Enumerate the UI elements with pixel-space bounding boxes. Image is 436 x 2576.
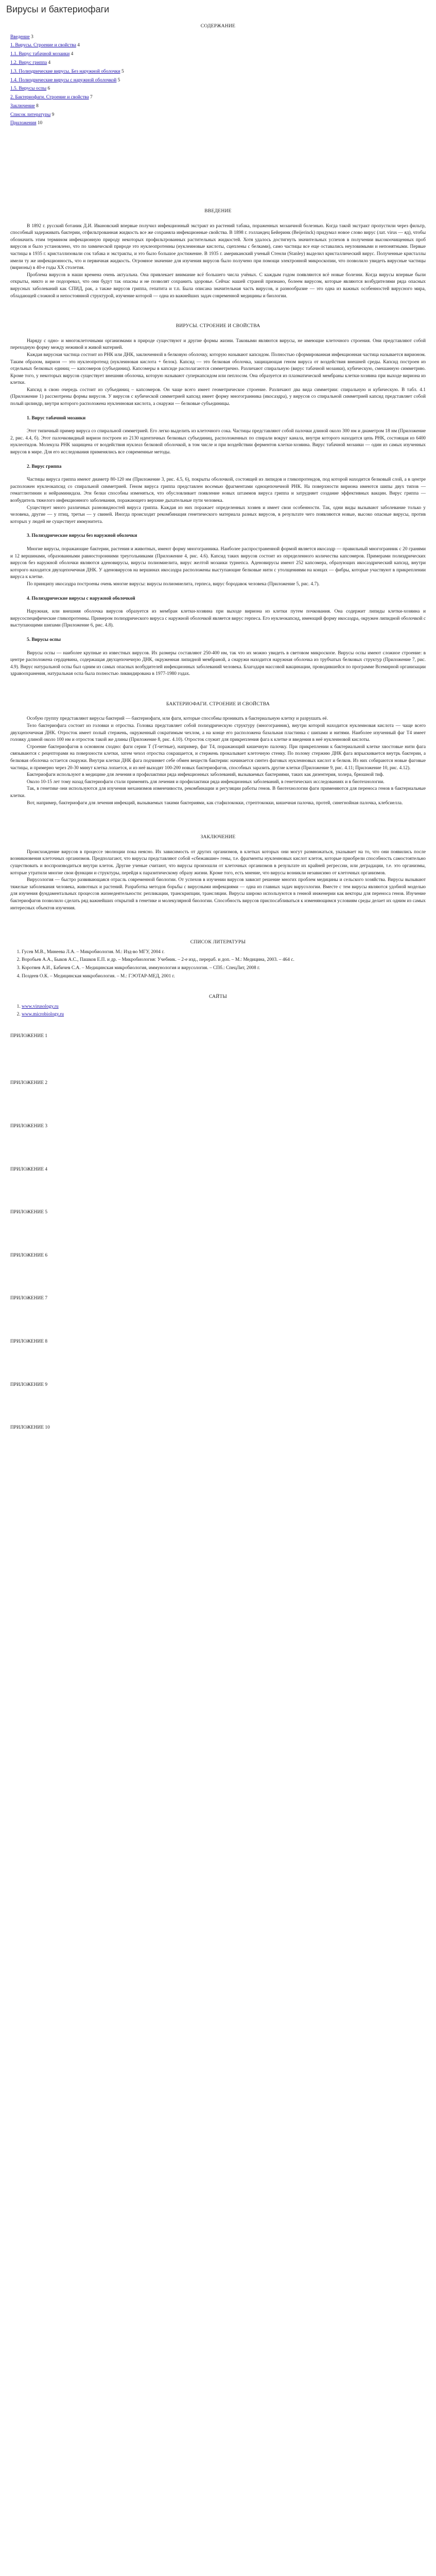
intro-body <box>10 223 426 300</box>
toc-link[interactable]: Приложения <box>10 121 37 126</box>
section-tmv-body <box>10 428 426 456</box>
toc-link[interactable]: 1.2. Вирус гриппа <box>10 60 47 65</box>
section-enveloped-heading: 4. Полиэдрические вирусы с наружной оболочкой <box>27 596 135 601</box>
document-title: Вирусы и бактериофаги <box>6 4 110 14</box>
appendix-heading: ПРИЛОЖЕНИЕ 7 <box>10 1296 48 1301</box>
section-viruses <box>10 323 426 408</box>
references-heading: СПИСОК ЛИТЕРАТУРЫ <box>190 939 246 945</box>
section-enveloped-body <box>10 608 426 630</box>
reference-item: 4. Поздеев О.К. – Медицинская микробиология. – М.: ГЭОТАР-МЕД, 2001 г. <box>22 973 426 980</box>
toc-list <box>10 34 426 127</box>
toc-link[interactable]: 1. Вирусы. Строение и свойства <box>10 43 76 48</box>
appendices-section <box>10 1033 426 1432</box>
paragraph: Проблема вирусов в наши времена очень актуальна. Она привлекает внимание всё большего числа учёных. С каждым годом появляются всё новые болезни. Когда вирусы впервые были открыты, никто и не подозревал, что они будут так опасны и не позволят сохранить здоровье. Сейчас нашей страной признано, болеем вирусом, которые являются возбудителями ряда опасных вирусных заболеваний как СПИД, рак, а также вирусов гриппа, гепатита и т.п. Была описана значительная часть вирусов, и разнообразие — это одна из важных особенностей вирусного мира, обладающей сложной и непостоянной структурой, изучение которой — одна из важнейших задач современной медицины и биологии. <box>10 272 426 299</box>
section-phages <box>10 701 426 807</box>
paragraph: Бактериофаги используют в медицине для лечения и профилактики ряда инфекционных заболеваний, вызываемых бактериями, таких как дизентерия, холера, брюшной тиф. <box>27 772 384 778</box>
section-flu-body <box>10 477 426 526</box>
section-phages-body <box>10 716 426 807</box>
section-pox <box>10 637 426 678</box>
appendix-heading: ПРИЛОЖЕНИЕ 2 <box>10 1080 48 1086</box>
paragraph: Особую группу представляют вирусы бактерий — бактериофаги, или фаги, которые способны проникать в бактериальную клетку и разрушать её. <box>27 716 328 722</box>
paragraph: Тело бактериофага состоит из головки и отростка. Головка представляет собой полиэдрическую структуру (многогранник), внутри которой находится нуклеиновая кислота — чаще всего двухцепочечная ДНК. Отросток имеет полый стержень, окруженный сократимым чехлом, а на конце его расположена базальная пластинка с шипами и нитями. Наиболее изученный фаг T4 имеет головку длиной около 100 нм и отросток такой же длины (Приложение 8, рис. 4.10). Отросток служит для прикрепления фага к клетке и введения в неё нуклеиновой кислоты. <box>10 723 426 743</box>
toc-item <box>10 77 426 84</box>
toc-item <box>10 51 426 58</box>
toc-page-number: 10 <box>37 121 43 126</box>
paragraph: В 1892 г. русский ботаник Д.И. Ивановский впервые получил инфекционный экстракт из растений табака, пораженных мозаичной болезнью. Когда такой экстракт пропустили через фильтр, способный задерживать бактерии, отфильтрованная жидкость все же сохраняла инфекционные свойства. В 1898 г. голландец Бейеринк (Beijerinck) придумал новое слово вирус (лат. virus — яд), чтобы обозначить этим термином инфекционную природу некоторых профильтрованных растительных жидкостей. Хотя удалось достигнуть значительных успехов в получении высокоочищенных проб вирусов и было установлено, что по химической природе это нуклеопротеины (нуклеиновые кислоты, сцеплены с белками), само частицы все еще оставались неуловимыми и непонятными. Первые частицы в 1935 г. кристаллизовали сок табака и экстракты, и это было большое достижение. В 1935 г. американский ученый Стенли (Stanley) выделил кристаллический вирус. Полученные кристаллы имели ту же инфекционность, что и первичная жидкость. Огромное значение для изучения вирусов было получено при помощи электронной микроскопии, что позволило увидеть вирусные частицы (вирионы) в 40-е годы XX столетия. <box>10 223 426 271</box>
section-pox-heading: 5. Вирусы оспы <box>27 637 61 642</box>
toc-link[interactable]: 1.3. Полиэдрические вирусы. Без наружной оболочки <box>10 69 120 74</box>
paragraph: Вирусы оспы — наиболее крупные из известных вирусов. Их размеры составляют 250-400 нм, так что их можно увидеть в световом микроскопе. Вирусы оспы имеют сложное строение: в центре расположена сердцевина, содержащая двухцепочечную ДНК, окруженная липидной мембраной, а снаружи находится наружная оболочка из трубчатых белковых структур (Приложение 7, рис. 4.9). Вирус натуральной оспы был одним из самых опасных возбудителей инфекционных заболеваний человека. Благодаря массовой вакцинации, проводившейся по программе Всемирной организации здравоохранения, натуральная оспа была полностью ликвидирована в 1977-1980 годах. <box>10 650 426 677</box>
sites-list <box>10 1004 426 1019</box>
conclusion-heading: ЗАКЛЮЧЕНИЕ <box>200 834 236 840</box>
toc-item <box>10 103 426 110</box>
section-tmv-heading: 1. Вирус табачной мозаики <box>27 415 86 421</box>
toc-item <box>10 42 426 49</box>
section-flu-heading: 2. Вирус гриппа <box>27 464 62 469</box>
section-flu <box>10 464 426 526</box>
paragraph: По принципу икосаэдра построены очень многие вирусы: вирусы полиомиелита, герпеса, вирус бородавок человека (Приложение 5, рис. 4.7). <box>27 581 320 587</box>
reference-item: 3. Коротяев А.И., Бабичев С.А. – Медицинская микробиология, иммунология и вирусология. – СПб.: СпецЛит, 2008 г. <box>22 965 426 972</box>
toc-item <box>10 86 426 93</box>
paragraph: Этот типичный пример вируса со спиральной симметрией. Его легко выделить из клеточного сока. Частицы представляют собой палочки длиной около 300 нм и диаметром 18 нм (Приложение 2, рис. 4.4, б). Этот палочковидный вирион построен из 2130 идентичных белковых субъединиц, расположенных по спирали вокруг канала, внутри которого находится цепь РНК, состоящая из 6400 нуклеотидов. Молекула РНК защищена от воздействия нуклеаз белковой оболочкой, в том числе и при воздействии ферментов клетки-хозяина. Вирус табачной мозаики — один из самых изученных вирусов в мире. Для его исследования применялись все современные методы. <box>10 429 426 455</box>
appendix-heading: ПРИЛОЖЕНИЕ 4 <box>10 1166 48 1172</box>
toc-page-number: 6 <box>47 86 50 92</box>
appendix-heading: ПРИЛОЖЕНИЕ 6 <box>10 1252 48 1258</box>
paragraph: Каждая вирусная частица состоит из РНК или ДНК, заключенной в белковую оболочку, которую называют капсидом. Полностью сформированная инфекционная частица называется вирионом. Таким образом, вирион — это нуклеопротеид (нуклеиновая кислота + белок). Капсид — это белковая оболочка, защищающая геном вируса от воздействия внешней среды. Капсид построен из отдельных белковых единиц — капсомеров (субъединиц). Капсомеры в капсиде располагаются симметрично. Различают спиральную (вирус табачной мозаики), кубическую, смешанную симметрию. Кроме того, у некоторых вирусов существует внешняя оболочка, которую называют суперкапсидом или пеплосом. Она образуется из плазматической мембраны клетки-хозяина при выходе вириона из клетки. <box>10 352 426 386</box>
paragraph: Около 10-15 лет тому назад бактериофаги стали применять для лечения и профилактики ряда инфекционных заболеваний, в генетических исследованиях и в биотехнологии. <box>27 779 385 785</box>
toc-item <box>10 112 426 119</box>
toc-link[interactable]: 1.1. Вирус табачной мозаики <box>10 52 70 57</box>
section-enveloped <box>10 596 426 630</box>
site-item <box>22 1011 426 1019</box>
toc-page-number: 5 <box>121 69 124 74</box>
toc-page-number: 5 <box>117 77 120 83</box>
references-list <box>10 949 426 980</box>
toc-link[interactable]: 1.4. Полиэдрические вирусы с наружной оболочкой <box>10 77 117 83</box>
paragraph: Капсид в свою очередь состоит из субъединиц – капсомеров. Он чаще всего имеет геометрическое строение. Различают два вида симметрии: спиральную и кубическую. В табл. 4.1 (Приложение 1) рассмотрены формы вирусов. У вирусов с кубической симметрией капсид имеет форму многогранника (икосаэдра), у вирусов со спиральной симметрией капсид представляет собой полый цилиндр, внутри которого расположена нуклеиновая кислота, а снаружи — белковые субъединицы. <box>10 387 426 407</box>
toc-heading: СОДЕРЖАНИЕ <box>200 23 236 29</box>
toc-link[interactable]: Введение <box>10 34 30 40</box>
sites-heading: САЙТЫ <box>208 994 227 1000</box>
toc-page-number: 4 <box>77 43 80 48</box>
toc-item <box>10 120 426 127</box>
paragraph: Многие вирусы, поражающие бактерии, растения и животных, имеют форму многогранника. Наиболее распространенной формой является икосаэдр — правильный многогранник с 20 гранями и 12 вершинами, образованными равносторонними треугольниками (Приложение 4, рис. 4.6). Капсид таких вирусов состоит из определенного количества капсомеров. Примерами полиэдрических вирусов без наружной оболочки являются аденовирусы, вирусы полиомиелита, вирус желтой мозаики турнепса. Аденовирусы имеют 252 капсомера, образующих икосаэдрический капсид, внутри которого находится двухцепочечная ДНК. У аденовирусов на вершинах икосаэдра расположены выступающие белковые нити с утолщениями на концах — фибры, которые участвуют в прикреплении вируса к клетке. <box>10 546 426 580</box>
toc-link[interactable]: 2. Бактериофаги. Строение и свойства <box>10 95 89 100</box>
toc-item <box>10 34 426 41</box>
section-viruses-heading: ВИРУСЫ. СТРОЕНИЕ И СВОЙСТВА <box>176 323 260 329</box>
toc-page-number: 9 <box>51 112 55 117</box>
toc-page-number: 4 <box>48 60 51 65</box>
section-polyhedral-heading: 3. Полиэдрические вирусы без наружной оболочки <box>27 533 137 539</box>
paragraph: Наружная, или внешняя оболочка вирусов образуется из мембран клетки-хозяина при выходе вириона из клетки путем почкования. Она содержит липиды клетки-хозяина и вирусоспецифические гликопротеины. Примером полиэдрического вируса с наружной оболочкой является вирус герпеса. Его нуклеокапсид, имеющий форму икосаэдра, окружен липидной оболочкой с выступающими шипами (Приложение 6, рис. 4.8). <box>10 609 426 629</box>
paragraph: Существует много различных разновидностей вируса гриппа. Каждая из них поражает определенных хозяев и имеет свои особенности. Так, одни виды вызывают заболевание только у человека, другие — у птиц, третьи — у свиней. Иногда происходит рекомбинация генетического материала разных вирусов, в результате чего появляются новые, высоко опасные вирусы, против которых у людей не существует иммунитета. <box>10 505 426 524</box>
toc-item <box>10 94 426 101</box>
paragraph: Так, в генетике они используются для изучения механизмов изменчивости, рекомбинации и регуляции работы генов. В биотехнологии фаги применяются для переноса генов в бактериальные клетки. <box>10 786 426 799</box>
section-viruses-body <box>10 338 426 408</box>
section-tmv <box>10 415 426 456</box>
references-section <box>10 939 426 980</box>
section-phages-heading: БАКТЕРИОФАГИ. СТРОЕНИЕ И СВОЙСТВА <box>166 701 270 707</box>
toc-page-number: 8 <box>36 103 39 109</box>
site-link[interactable]: www.microbiology.ru <box>22 1012 64 1018</box>
appendix-heading: ПРИЛОЖЕНИЕ 10 <box>10 1425 50 1431</box>
toc-page-number: 4 <box>71 52 74 57</box>
section-polyhedral <box>10 533 426 588</box>
appendix-heading: ПРИЛОЖЕНИЕ 3 <box>10 1124 48 1129</box>
paragraph: Частицы вируса гриппа имеют диаметр 80-120 нм (Приложение 3, рис. 4.5, 6), покрыты оболочкой, состоящей из липидов и гликопротеидов, под которой находится белковый слой, а в центре расположен нуклеокапсид со спиральной симметрией. Геном вируса гриппа представлен восемью фрагментами одноцепочечной РНК. На поверхности вириона имеются шипы двух типов — гемагглютинин и нейраминидаза. Эти белки способны изменяться, что обусловливает появление новых штаммов вируса гриппа и затрудняет создание эффективных вакцин. Вирус гриппа — возбудитель тяжелого инфекционного заболевания, поражающего верхние дыхательные пути человека. <box>10 477 426 503</box>
toc-page-number: 3 <box>31 34 33 40</box>
sites-section <box>10 993 426 1019</box>
appendix-heading: ПРИЛОЖЕНИЕ 9 <box>10 1382 48 1387</box>
intro-heading: ВВЕДЕНИЕ <box>204 208 232 214</box>
paragraph: Вот, например, бактериофаги для лечения инфекций, вызываемых такими бактериями, как стафилококки, стрептококки, кишечная палочка, протей, синегнойная палочка, клебсиелла. <box>27 800 403 806</box>
appendix-heading: ПРИЛОЖЕНИЕ 5 <box>10 1210 48 1215</box>
paragraph: Происхождение вирусов в процессе эволюции пока неясно. Их зависимость от других организмов, в клетках которых они могут размножаться, указывает на то, что они появились после возникновения клеточных организмов. Предполагают, что вирусы представляют собой «сбежавшие» гены, т.е. фрагменты нуклеиновых кислот клеток, которые приобрели способность самостоятельно существовать и воспроизводиться внутри клеток. Другие ученые считают, что вирусы произошли от клеточных организмов в результате их крайней регрессии, или деградации, т.е. это организмы, которые утратили многие свои функции и структуры, перейдя к паразитическому образу жизни. Кроме того, есть мнение, что вирусы возникли независимо от клеточных организмов. <box>10 849 426 876</box>
appendix-heading: ПРИЛОЖЕНИЕ 8 <box>10 1339 48 1345</box>
site-link[interactable]: www.virusology.ru <box>22 1004 59 1009</box>
toc-item <box>10 69 426 76</box>
intro-section <box>10 208 426 300</box>
toc-page-number: 7 <box>90 95 93 100</box>
toc-link[interactable]: 1.5. Вирусы оспы <box>10 86 47 92</box>
paragraph: Вирусология — быстро развивающаяся отрасль современной биологии. От успехов в изучении вирусов зависит решение многих проблем медицины и сельского хозяйства. Вирусы вызывают тяжелые заболевания человека, животных и растений. Разработка методов борьбы с вирусными инфекциями — одна из главных задач вирусологии. Вместе с тем вирусы являются удобной моделью для изучения фундаментальных процессов жизнедеятельности: репликации, транскрипции, трансляции. Вирусы широко используются в генной инженерии как векторы для переноса генов. Изучение бактериофагов позволило сделать ряд важнейших открытий в генетике и молекулярной биологии. Способность вирусов приспосабливаться к изменяющимся условиям среды делает их одним из самых интересных объектов изучения. <box>10 877 426 911</box>
toc-section <box>10 23 426 127</box>
document-page <box>10 23 426 1432</box>
site-item <box>22 1004 426 1011</box>
conclusion-section <box>10 834 426 912</box>
toc-link[interactable]: Список литературы <box>10 112 51 117</box>
paragraph: Строение бактериофагов в основном сходно: фаги серии T (T-четные), например, фаг T4, поражающий кишечную палочку. При прикреплении к бактериальной клетке хвостовые нити фага связываются с рецепторами на поверхности клетки, затем чехол отростка сокращается, и стержень прокалывает клеточную стенку. По полому стержню ДНК фага впрыскивается внутрь бактерии, а белковая оболочка остается снаружи. Внутри клетки ДНК фага подчиняет себе обмен веществ бактерии: начинается синтез фаговых нуклеиновых кислот и белков. Из них собираются новые фаговые частицы, и примерно через 20-30 минут клетка лопается, и из неё выходят 100-200 новых бактериофагов, способных заразить другие клетки (Приложение 9, рис. 4.11; Приложение 10, рис. 4.12). <box>10 744 426 771</box>
paragraph: Наряду с одно- и многоклеточными организмами в природе существуют и другие формы жизни. Таковыми являются вирусы, не имеющие клеточного строения. Они представляют собой переходную форму между неживой и живой материей. <box>10 338 426 351</box>
reference-item: 1. Гусев М.В., Минеева Л.А. – Микробиология. М.: Изд-во МГУ, 2004 г. <box>22 949 426 956</box>
toc-link[interactable]: Заключение <box>10 103 35 109</box>
toc-item <box>10 60 426 67</box>
reference-item: 2. Воробьев А.А., Быков А.С., Пашков Е.П. и др. – Микробиология: Учебник. – 2-е изд., перераб. и доп. – М.: Медицина, 2003. – 464 с. <box>22 957 426 964</box>
section-polyhedral-body <box>10 546 426 588</box>
section-pox-body <box>10 650 426 678</box>
appendix-heading: ПРИЛОЖЕНИЕ 1 <box>10 1033 48 1039</box>
conclusion-body <box>10 849 426 912</box>
